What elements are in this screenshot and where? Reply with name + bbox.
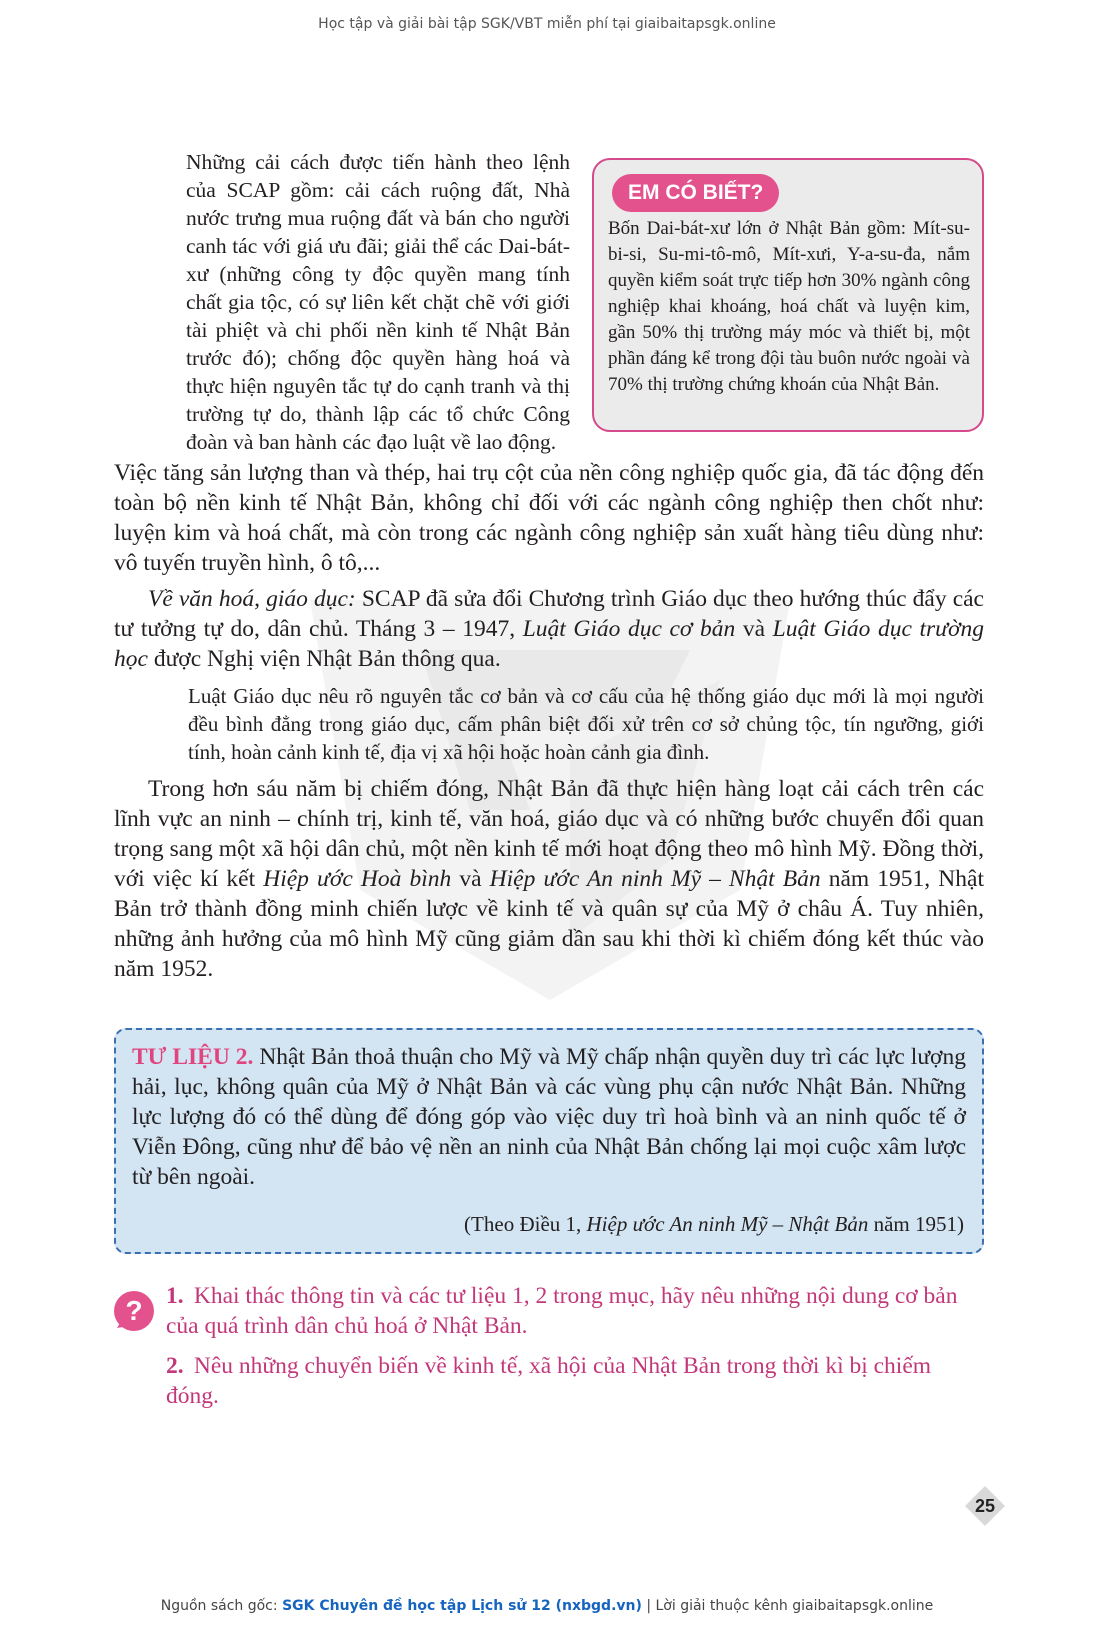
- page-header: Học tập và giải bài tập SGK/VBT miễn phí tại giaibaitapsgk.online: [318, 16, 776, 32]
- did-you-know-text: Bốn Dai-bát-xư lớn ở Nhật Bản gồm: Mít-su-bi-si, Su-mi-tô-mô, Mít-xưi, Y-a-su-đa, nắm quyền kiểm soát trực tiếp hơn 30% ngành công nghiệp khai khoáng, hoá chất và luyện kim, gần 50% thị trường máy móc và thiết bị, một phần đáng kể trong đội tàu buôn nước ngoài và 70% thị trường chứng khoán của Nhật Bản.: [608, 218, 970, 395]
- svg-text:?: ?: [125, 1295, 143, 1326]
- industry-paragraph: Việc tăng sản lượng than và thép, hai trụ cột của nền công nghiệp quốc gia, đã tác động đến toàn bộ nền kinh tế Nhật Bản, không chỉ đối với các ngành công nghiệp then chốt như: luyện kim và hoá chất, mà còn trong các ngành công nghiệp sản xuất hàng tiêu dùng như: vô tuyến truyền hình, ô tô,...: [114, 460, 984, 576]
- law-school-education: Luật Giáo dục trường học: [114, 616, 984, 672]
- question-mark-icon: [111, 1288, 157, 1334]
- source-document-text: TƯ LIỆU 2. Nhật Bản thoả thuận cho Mỹ và Mỹ chấp nhận quyền duy trì các lực lượng hải, lục, không quân của Mỹ ở Nhật Bản và các vùng phụ cận nước Nhật Bản. Những lực lượng đó có thể dùng để đóng góp vào việc duy trì hoà bình và an ninh quốc tế ở Viễn Đông, cũng như để bảo vệ nền an ninh của Nhật Bản chống lại mọi cuộc xâm lược từ bên ngoài.: [132, 1044, 966, 1190]
- culture-paragraph: Về văn hoá, giáo dục: SCAP đã sửa đổi Chương trình Giáo dục theo hướng thúc đẩy các tư tưởng tự do, dân chủ. Tháng 3 – 1947, Luật Giáo dục cơ bản và Luật Giáo dục trường học được Nghị viện Nhật Bản thông qua.: [114, 586, 984, 672]
- source-document-box: [114, 1028, 984, 1254]
- page-footer: Nguồn sách gốc: SGK Chuyên đề học tập Lịch sử 12 (nxbgd.vn) | Lời giải thuộc kênh giaibaitapsgk.online: [160, 1598, 934, 1614]
- source-book-link[interactable]: SGK Chuyên đề học tập Lịch sử 12 (nxbgd.vn): [282, 1598, 642, 1614]
- culture-lead: Về văn hoá, giáo dục:: [148, 586, 356, 612]
- treaty-security: Hiệp ước An ninh Mỹ – Nhật Bản: [489, 866, 821, 892]
- question-item: 1. Khai thác thông tin và các tư liệu 1, 2 trong mục, hãy nêu những nội dung cơ bản của quá trình dân chủ hoá ở Nhật Bản.: [166, 1283, 958, 1339]
- law-basic-education: Luật Giáo dục cơ bản: [522, 616, 736, 642]
- did-you-know-label: EM CÓ BIẾT?: [612, 174, 779, 212]
- treaty-peace: Hiệp ước Hoà bình: [263, 866, 452, 892]
- did-you-know-box: [592, 158, 984, 432]
- education-note: Luật Giáo dục nêu rõ nguyên tắc cơ bản và cơ cấu của hệ thống giáo dục mới là mọi người đều bình đẳng trong giáo dục, cấm phân biệt đối xử trên cơ sở chủng tộc, tín ngưỡng, giới tính, hoàn cảnh kinh tế, địa vị xã hội hoặc hoàn cảnh gia đình.: [188, 684, 984, 764]
- occupation-paragraph: Trong hơn sáu năm bị chiếm đóng, Nhật Bản đã thực hiện hàng loạt cải cách trên các lĩnh vực an ninh – chính trị, kinh tế, văn hoá, giáo dục và có những bước chuyển đổi quan trọng sang một xã hội dân chủ, một nền kinh tế mới hoạt động theo mô hình Mỹ. Đồng thời, với việc kí kết Hiệp ước Hoà bình và Hiệp ước An ninh Mỹ – Nhật Bản năm 1951, Nhật Bản trở thành đồng minh chiến lược về kinh tế và quân sự của Mỹ ở châu Á. Tuy nhiên, những ảnh hưởng của mô hình Mỹ cũng giảm dần sau khi thời kì chiếm đóng kết thúc vào năm 1952.: [114, 776, 984, 982]
- source-citation: (Theo Điều 1, Hiệp ước An ninh Mỹ – Nhật Bản năm 1951): [464, 1212, 964, 1236]
- source-document-label: TƯ LIỆU 2.: [132, 1044, 254, 1070]
- intro-paragraph: Những cải cách được tiến hành theo lệnh của SCAP gồm: cải cách ruộng đất, Nhà nước trưng mua ruộng đất và bán cho người canh tác với giá ưu đãi; giải thể các Dai-bát-xư (những công ty độc quyền mang tính chất gia tộc, có sự liên kết chặt chẽ với giới tài phiệt và chi phối nền kinh tế Nhật Bản trước đó); chống độc quyền hàng hoá và thực hiện nguyên tắc tự do cạnh tranh và thị trường tự do, thành lập các tổ chức Công đoàn và ban hành các đạo luật về lao động.: [186, 150, 570, 454]
- question-item: 2. Nêu những chuyển biến về kinh tế, xã hội của Nhật Bản trong thời kì bị chiếm đóng.: [166, 1353, 932, 1409]
- page-number: 25: [974, 1496, 996, 1516]
